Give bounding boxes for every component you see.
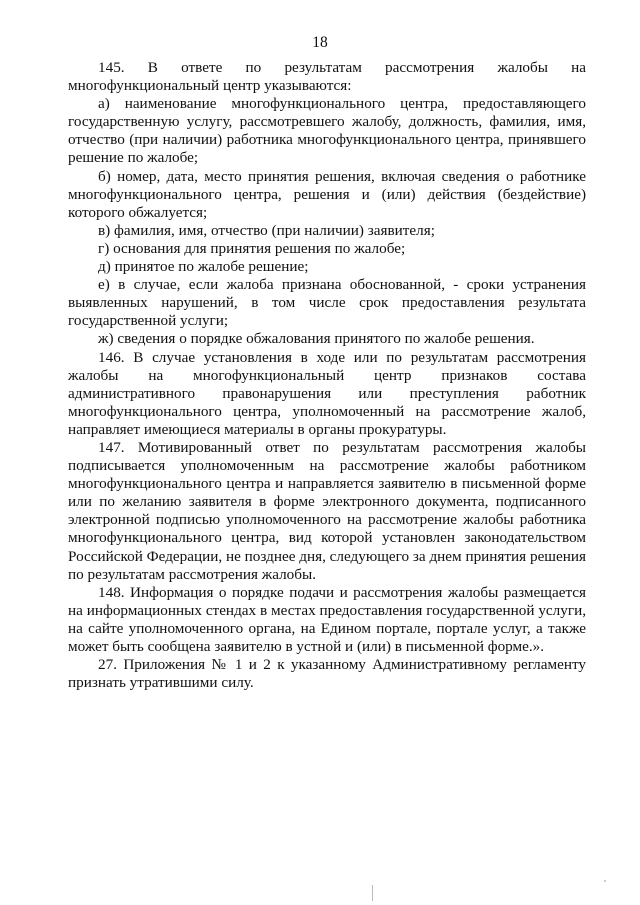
item-e: е) в случае, если жалоба признана обоснованной, - сроки устранения выявленных нарушений, в том числе срок предоставления результата государственной услуги; bbox=[68, 276, 586, 330]
item-zh: ж) сведения о порядке обжалования принятого по жалобе решения. bbox=[98, 330, 535, 348]
paragraph-147: 147. Мотивированный ответ по результатам рассмотрения жалобы подписывается уполномоченным на рассмотрение жалобы работником многофункционального центра и направляется заявителю в письменной форме или по желанию заявителя в форме электронного документа, подписанного электронной подписью уполномоченного на рассмотрение жалобы работника многофункционального центра, вид которой установлен законодательством Российской Федерации, не позднее дня, следующего за днем принятия решения по результатам рассмотрения жалобы. bbox=[68, 438, 586, 583]
item-g: г) основания для принятия решения по жалобе; bbox=[98, 239, 406, 257]
item-b: б) номер, дата, место принятия решения, включая сведения о работнике многофункционального центра, решения и (или) действия (бездействие) которого обжалуется; bbox=[68, 167, 586, 221]
page-number: 18 bbox=[312, 34, 328, 51]
document-body bbox=[68, 59, 586, 692]
paragraph-146: 146. В случае установления в ходе или по результатам рассмотрения жалобы на многофункциональный центр признаков состава административного правонарушения или преступления работник многофункционального центра, уполномоченный на рассмотрение жалоб, направляет имеющиеся материалы в органы прокуратуры. bbox=[68, 348, 586, 438]
paragraph-148: 148. Информация о порядке подачи и рассмотрения жалобы размещается на информационных стендах в местах предоставления государственной услуги, на сайте уполномоченного органа, на Едином портале, портале услуг, а также может быть сообщена заявителю в устной и (или) в письменной форме.». bbox=[68, 583, 586, 655]
item-d: д) принятое по жалобе решение; bbox=[98, 258, 309, 276]
item-v: в) фамилия, имя, отчество (при наличии) заявителя; bbox=[98, 221, 435, 239]
scan-artifact-dot bbox=[604, 880, 606, 882]
paragraph-145: 145. В ответе по результатам рассмотрения жалобы на многофункциональный центр указываются: bbox=[68, 59, 586, 95]
paragraph-27: 27. Приложения № 1 и 2 к указанному Административному регламенту признать утратившими силу. bbox=[68, 656, 586, 692]
scan-artifact-line bbox=[372, 885, 373, 901]
item-a: а) наименование многофункционального центра, предоставляющего государственную услугу, рассмотревшего жалобу, должность, фамилия, имя, отчество (при наличии) работника многофункционального центра, принявшего решение по жалобе; bbox=[68, 95, 586, 167]
